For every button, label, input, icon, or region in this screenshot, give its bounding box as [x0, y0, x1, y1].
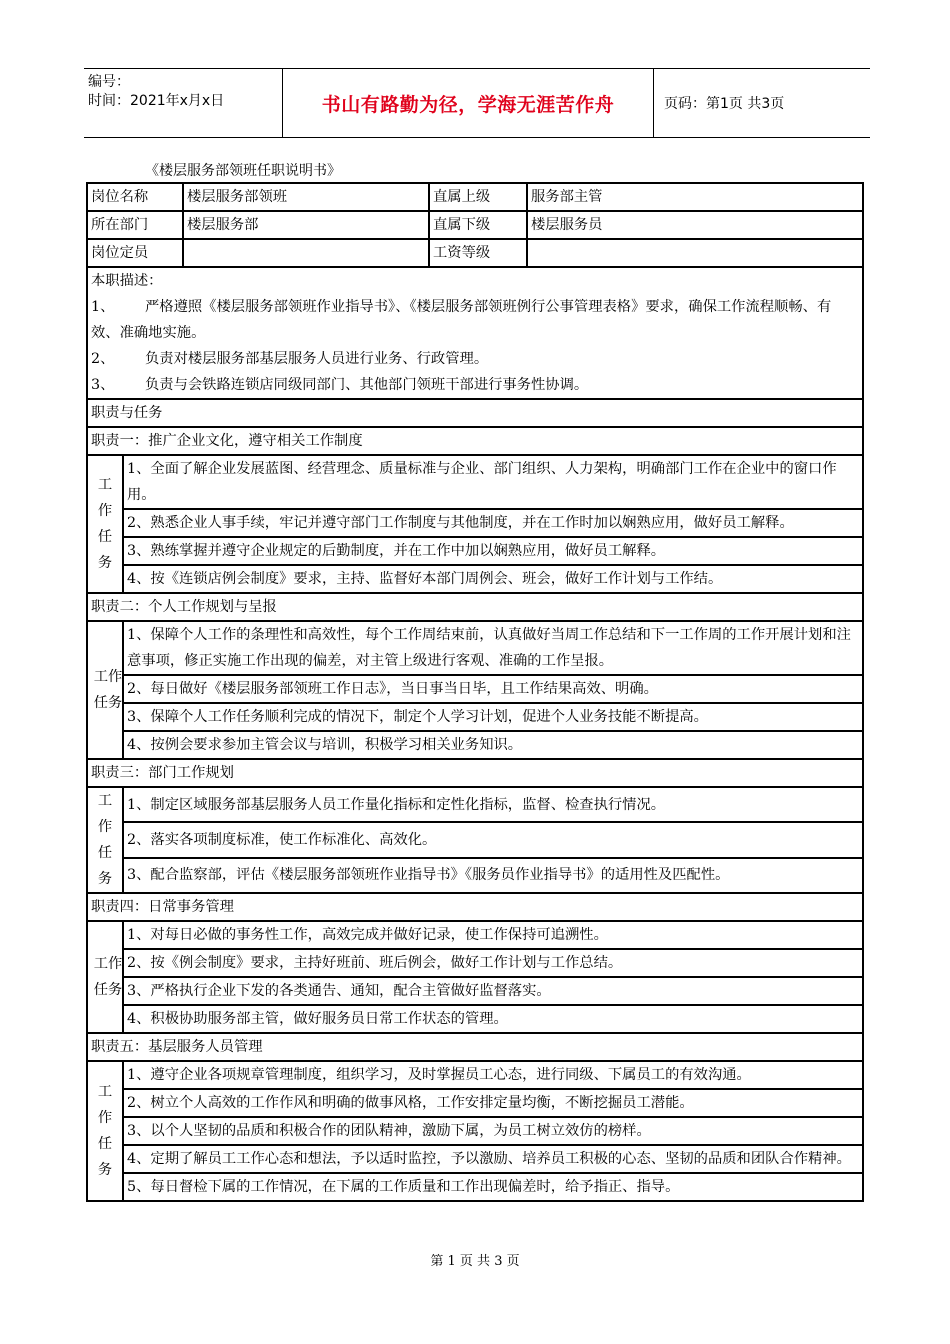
table-row — [87, 239, 863, 267]
task-item: 3、熟练掌握并遵守企业规定的后勤制度，并在工作中加以娴熟应用，做好员工解释。 — [123, 537, 863, 565]
page-footer: 第 1 页 共 3 页 — [430, 1254, 520, 1269]
task-side-text: 工作任务 — [97, 477, 113, 571]
table-row — [87, 537, 863, 565]
task-side-label — [87, 787, 123, 893]
table-row — [87, 455, 863, 509]
table-row — [87, 183, 863, 211]
task-side-text: 工作任务 — [97, 793, 113, 887]
subordinate-value: 楼层服务员 — [527, 211, 863, 239]
job-summary — [87, 267, 863, 399]
header-page-info: 页码：第1页 共3页 — [664, 96, 785, 112]
table-row — [87, 1061, 863, 1089]
task-side-label — [87, 1061, 123, 1201]
table-row — [87, 1089, 863, 1117]
table-row — [87, 893, 863, 921]
duty-title: 职责三：部门工作规划 — [87, 759, 863, 787]
table-row — [87, 1033, 863, 1061]
table-row — [87, 949, 863, 977]
post-name-value: 楼层服务部领班 — [183, 183, 429, 211]
table-row — [87, 921, 863, 949]
post-name-label: 岗位名称 — [87, 183, 183, 211]
task-item: 3、以个人坚韧的品质和积极合作的团队精神，激励下属，为员工树立效仿的榜样。 — [123, 1117, 863, 1145]
task-item: 2、每日做好《楼层服务部领班工作日志》，当日事当日毕，且工作结果高效、明确。 — [123, 675, 863, 703]
dept-label: 所在部门 — [87, 211, 183, 239]
date-label: 时间：2021年x月x日 — [88, 93, 225, 109]
table-row — [87, 977, 863, 1005]
duty-title: 职责五：基层服务人员管理 — [87, 1033, 863, 1061]
page-header — [84, 68, 870, 138]
duty-title: 职责二：个人工作规划与呈报 — [87, 593, 863, 621]
table-row — [87, 731, 863, 759]
task-item: 4、积极协助服务部主管，做好服务员日常工作状态的管理。 — [123, 1005, 863, 1033]
task-item: 2、树立个人高效的工作作风和明确的做事风格，工作安排定量均衡，不断挖掘员工潜能。 — [123, 1089, 863, 1117]
number-label: 编号： — [88, 74, 130, 90]
task-item: 3、配合监察部，评估《楼层服务部领班作业指导书》《服务员作业指导书》的适用性及匹配性。 — [123, 858, 863, 893]
staffing-value — [183, 239, 429, 267]
summary-item: 3、 负责与会铁路连锁店同级同部门、其他部门领班干部进行事务性协调。 — [91, 377, 589, 393]
task-side-text: 工作任务 — [93, 669, 123, 711]
task-item: 3、严格执行企业下发的各类通告、通知，配合主管做好监督落实。 — [123, 977, 863, 1005]
table-row — [87, 211, 863, 239]
duties-heading: 职责与任务 — [87, 399, 863, 427]
table-row — [87, 703, 863, 731]
table-row — [87, 509, 863, 537]
table-row — [87, 822, 863, 857]
task-side-label — [87, 621, 123, 759]
duty-title: 职责一：推广企业文化，遵守相关工作制度 — [87, 427, 863, 455]
summary-item: 2、 负责对楼层服务部基层服务人员进行业务、行政管理。 — [91, 351, 489, 367]
dept-value: 楼层服务部 — [183, 211, 429, 239]
task-item: 4、按例会要求参加主管会议与培训，积极学习相关业务知识。 — [123, 731, 863, 759]
table-row — [87, 427, 863, 455]
table-row — [87, 399, 863, 427]
staffing-label: 岗位定员 — [87, 239, 183, 267]
summary-item: 1、 严格遵照《楼层服务部领班作业指导书》、《楼层服务部领班例行公事管理表格》要求，确保工作流程顺畅、有效、准确地实施。 — [91, 299, 832, 341]
task-item: 1、保障个人工作的条理性和高效性，每个工作周结束前，认真做好当周工作总结和下一工作周的工作开展计划和注意事项，修正实施工作出现的偏差，对主管上级进行客观、准确的工作呈报。 — [123, 621, 863, 675]
task-item: 1、遵守企业各项规章管理制度，组织学习，及时掌握员工心态，进行同级、下属员工的有效沟通。 — [123, 1061, 863, 1089]
task-item: 1、制定区域服务部基层服务人员工作量化指标和定性化指标，监督、检查执行情况。 — [123, 787, 863, 822]
grade-value — [527, 239, 863, 267]
info-table — [86, 182, 864, 400]
table-row — [87, 565, 863, 593]
table-row — [87, 675, 863, 703]
job-description-table — [86, 182, 862, 1202]
task-item: 4、按《连锁店例会制度》要求，主持、监督好本部门周例会、班会，做好工作计划与工作结。 — [123, 565, 863, 593]
table-row — [87, 787, 863, 822]
task-side-text: 工作任务 — [93, 956, 123, 998]
grade-label: 工资等级 — [429, 239, 527, 267]
superior-label: 直属上级 — [429, 183, 527, 211]
table-row — [87, 1005, 863, 1033]
table-row — [87, 621, 863, 675]
duty-title: 职责四：日常事务管理 — [87, 893, 863, 921]
task-side-label — [87, 921, 123, 1033]
table-row — [87, 1145, 863, 1173]
task-item: 2、按《例会制度》要求，主持好班前、班后例会，做好工作计划与工作总结。 — [123, 949, 863, 977]
summary-heading: 本职描述： — [91, 273, 163, 289]
table-row — [87, 267, 863, 399]
superior-value: 服务部主管 — [527, 183, 863, 211]
table-row — [87, 593, 863, 621]
task-item: 1、全面了解企业发展蓝图、经营理念、质量标准与企业、部门组织、人力架构，明确部门工作在企业中的窗口作用。 — [123, 455, 863, 509]
header-meta — [84, 69, 282, 137]
task-item: 2、落实各项制度标准，使工作标准化、高效化。 — [123, 822, 863, 857]
task-item: 1、对每日必做的事务性工作，高效完成并做好记录，使工作保持可追溯性。 — [123, 921, 863, 949]
header-slogan-cell — [282, 69, 654, 137]
table-row — [87, 1117, 863, 1145]
slogan: 书山有路勤为径，学海无涯苦作舟 — [321, 93, 615, 116]
table-row — [87, 1173, 863, 1201]
task-side-text: 工作任务 — [97, 1084, 113, 1178]
subordinate-label: 直属下级 — [429, 211, 527, 239]
document-title: 《楼层服务部领班任职说明书》 — [145, 163, 341, 179]
task-side-label — [87, 455, 123, 593]
task-item: 5、每日督检下属的工作情况，在下属的工作质量和工作出现偏差时，给予指正、指导。 — [123, 1173, 863, 1201]
task-item: 3、保障个人工作任务顺利完成的情况下，制定个人学习计划，促进个人业务技能不断提高。 — [123, 703, 863, 731]
task-item: 4、定期了解员工工作心态和想法，予以适时监控，予以激励、培养员工积极的心态、坚韧的品质和团队合作精神。 — [123, 1145, 863, 1173]
table-row — [87, 858, 863, 893]
duties-table — [86, 398, 864, 1202]
table-row — [87, 759, 863, 787]
task-item: 2、熟悉企业人事手续，牢记并遵守部门工作制度与其他制度，并在工作时加以娴熟应用，做好员工解释。 — [123, 509, 863, 537]
